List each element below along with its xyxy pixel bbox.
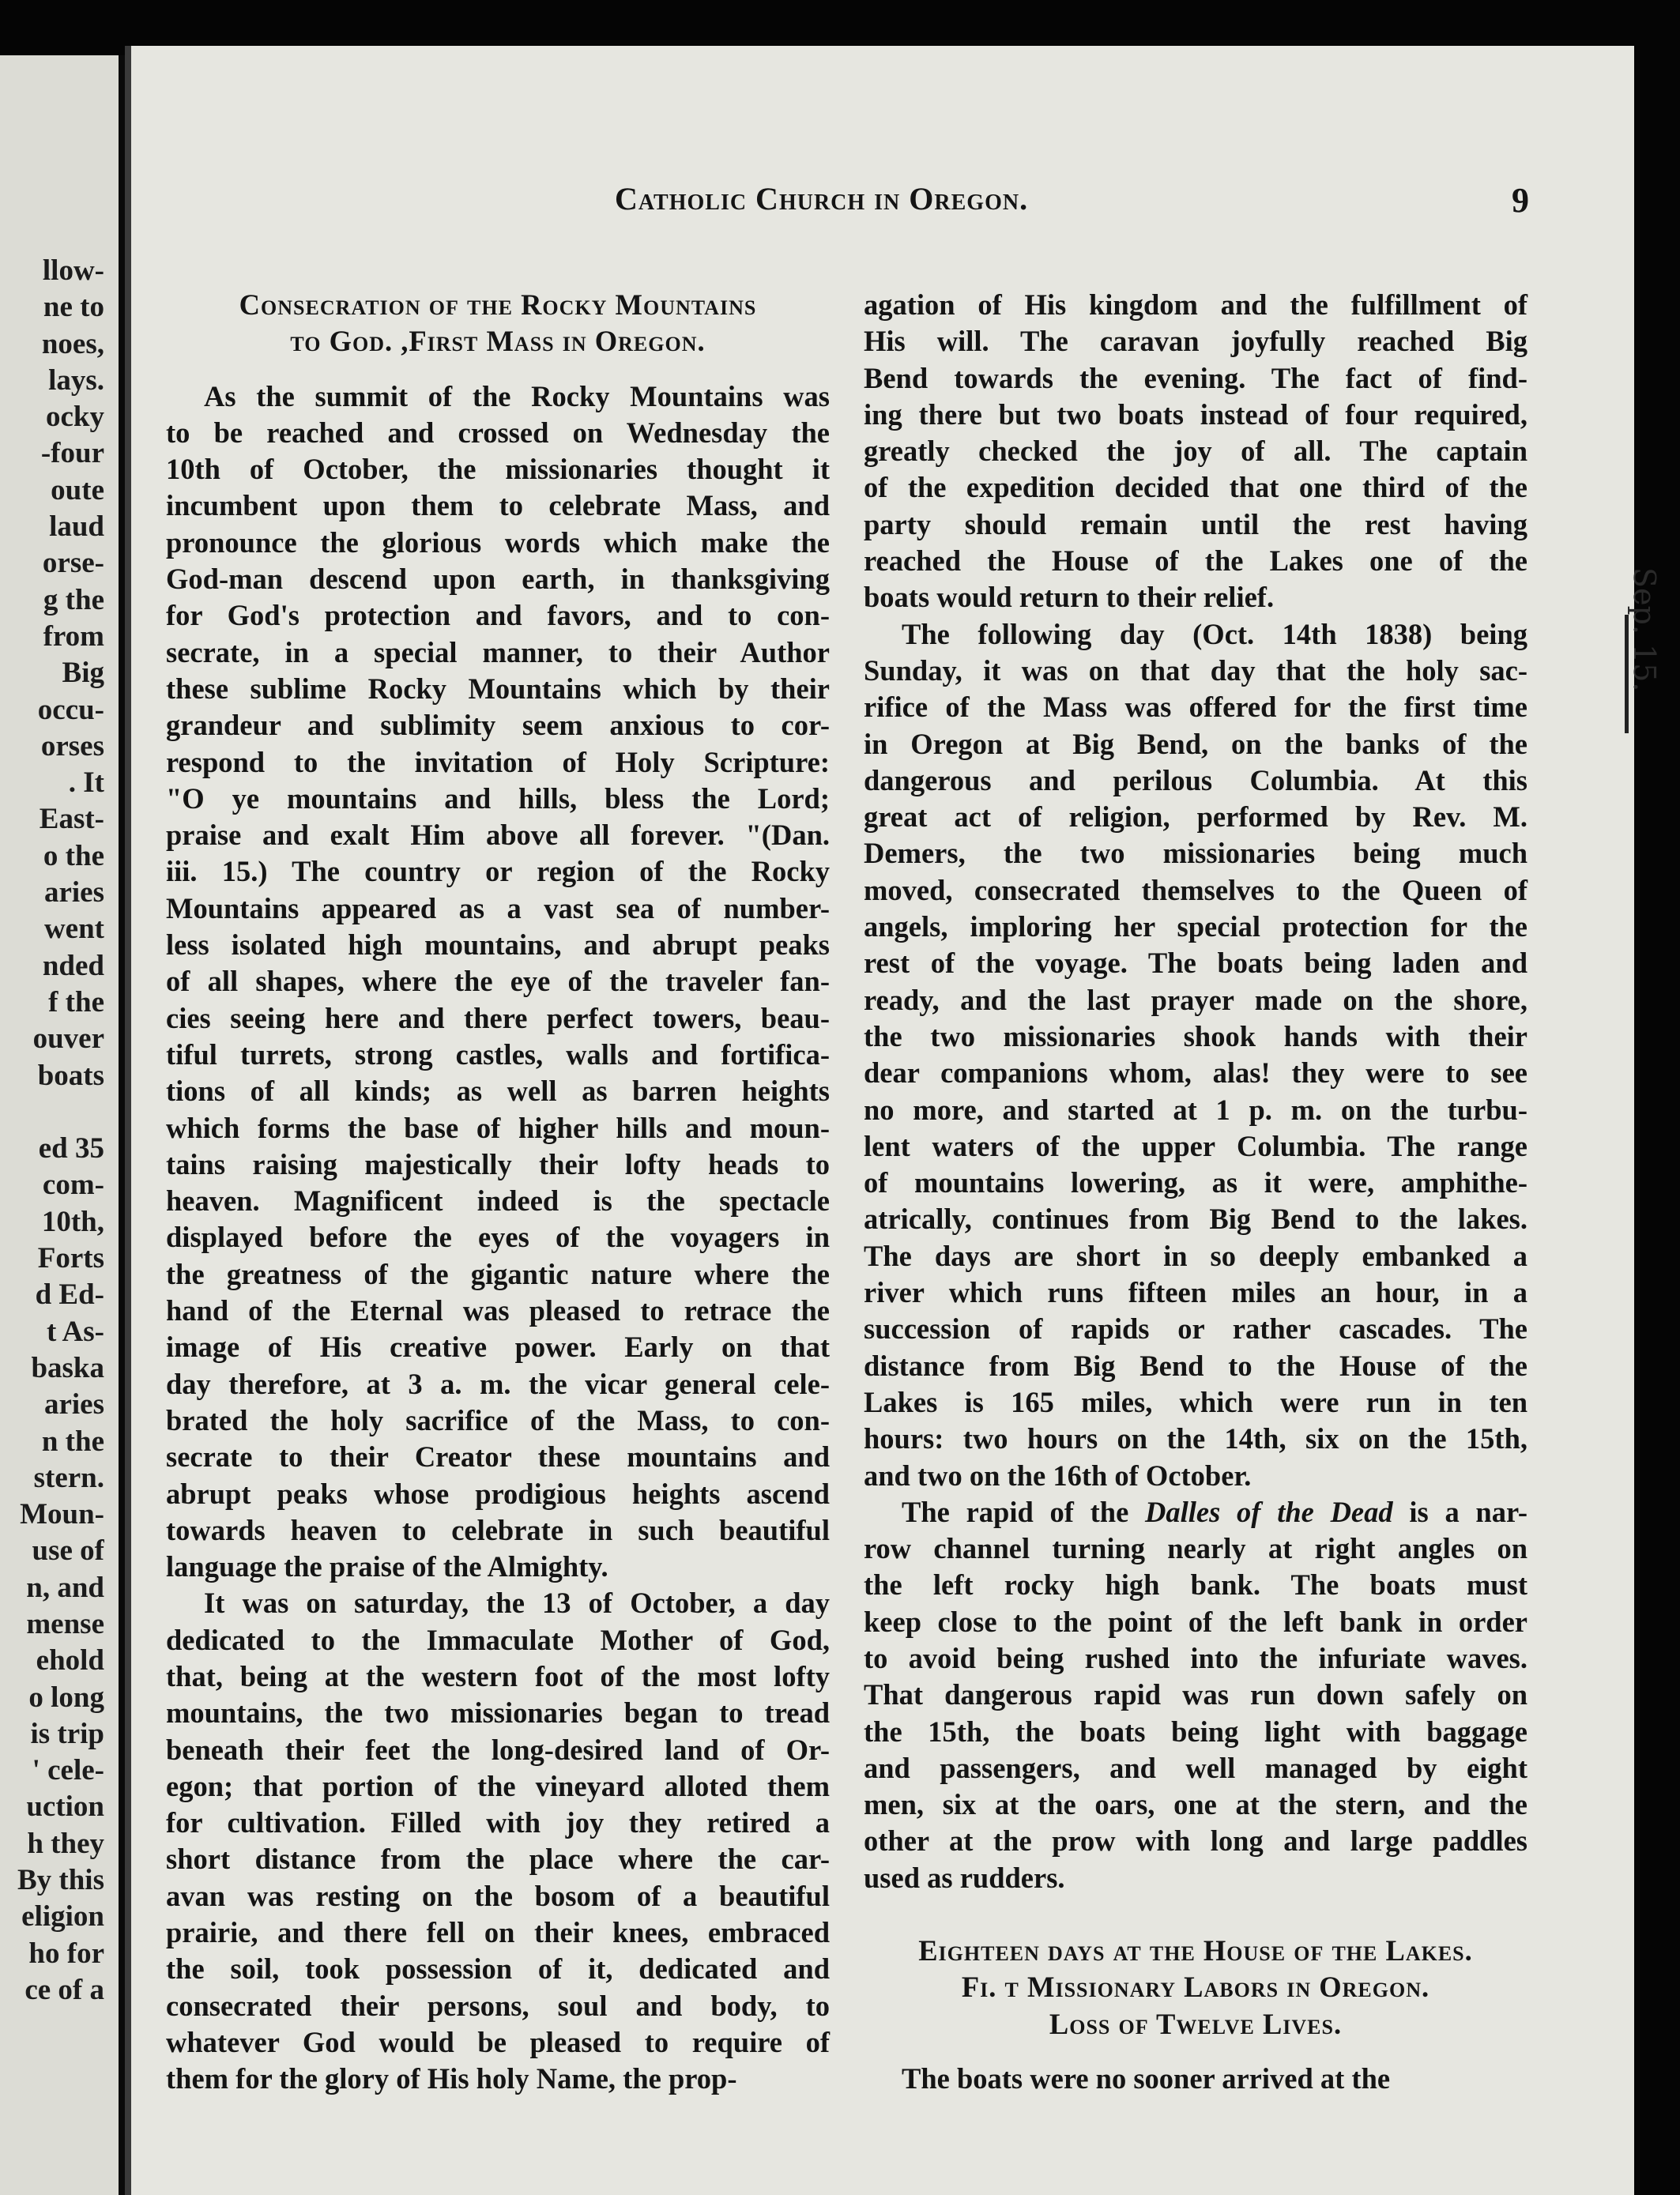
text-line: tains raising majestically their lofty heads to xyxy=(166,1147,830,1180)
text-line: greatly checked the joy of all. The captain xyxy=(864,435,1527,468)
text-line: As the summit of the Rocky Mountains was xyxy=(204,379,830,412)
fragment-line: lays. xyxy=(48,363,104,397)
fragment-line: ed 35 xyxy=(38,1132,104,1165)
text-line: them for the glory of His holy Name, the prop- xyxy=(166,2062,737,2095)
fragment-line: -four xyxy=(40,437,104,470)
text-line: Mountains appeared as a vast sea of number- xyxy=(166,891,830,924)
fragment-line: baska xyxy=(31,1351,104,1384)
text-line: whatever God would be pleased to require of xyxy=(166,2025,830,2058)
fragment-line: ce of a xyxy=(24,1973,104,2006)
text-line: in Oregon at Big Bend, on the banks of the xyxy=(864,727,1527,760)
left-column xyxy=(166,287,830,2098)
text-line: Sunday, it was on that day that the holy sac- xyxy=(864,653,1527,687)
fragment-line: stern. xyxy=(33,1461,104,1494)
section-heading-line: Fi. t Missionary Labors in Oregon. xyxy=(961,1971,1430,2004)
text-line: great act of religion, performed by Rev. M. xyxy=(864,800,1527,834)
text-line: heaven. Magnificent indeed is the spectacle xyxy=(166,1184,830,1218)
fragment-line: East- xyxy=(39,803,104,836)
text-line: for God's protection and favors, and to con- xyxy=(166,599,830,632)
fragment-line: Forts xyxy=(37,1242,104,1275)
text-line: Demers, the two missionaries being much xyxy=(864,837,1527,870)
text-line: brated the holy sacrifice of the Mass, to con- xyxy=(166,1403,830,1436)
fragment-line: ne to xyxy=(43,291,104,324)
text-line: used as rudders. xyxy=(864,1861,1065,1894)
fragment-line: ocky xyxy=(46,401,104,434)
text-line: Bend towards the evening. The fact of find- xyxy=(864,361,1527,394)
text-line: boats would return to their relief. xyxy=(864,581,1275,614)
book-gutter xyxy=(119,55,125,2195)
fragment-line: ehold xyxy=(36,1644,104,1677)
fragment-line: occu- xyxy=(37,693,104,726)
text-fragment: The rapid of the xyxy=(902,1495,1146,1528)
right-column xyxy=(864,287,1527,2097)
text-line: to avoid being rushed into the infuriate waves. xyxy=(864,1641,1527,1674)
section-heading-line: Eighteen days at the House of the Lakes. xyxy=(918,1934,1473,1967)
text-line: 10th of October, the missionaries thought it xyxy=(166,453,830,486)
text-line: cies seeing here and there perfect towers, beau- xyxy=(166,1001,830,1034)
text-line: of mountains lowering, as it were, amphithe- xyxy=(864,1166,1527,1199)
fragment-line: is trip xyxy=(30,1717,104,1750)
text-line: rifice of the Mass was offered for the first time xyxy=(864,691,1527,724)
section-heading-line: Loss of Twelve Lives. xyxy=(1049,2007,1343,2040)
text-line: The following day (Oct. 14th 1838) being xyxy=(902,617,1527,650)
fragment-line: laud xyxy=(49,510,104,544)
text-line: displayed before the eyes of the voyagers in xyxy=(166,1221,830,1254)
fragment-line: o long xyxy=(28,1681,104,1714)
fragment-line: Big xyxy=(62,657,104,690)
text-line: ready, and the last prayer made on the shore, xyxy=(864,983,1527,1016)
text-line: to be reached and crossed on Wednesday the xyxy=(166,416,830,449)
text-line: less isolated high mountains, and abrupt peaks xyxy=(166,928,830,962)
text-line: the two missionaries shook hands with their xyxy=(864,1019,1527,1052)
text-line: distance from Big Bend to the House of the xyxy=(864,1349,1527,1382)
text-line: party should remain until the rest having xyxy=(864,507,1527,540)
text-line: reached the House of the Lakes one of the xyxy=(864,544,1527,578)
text-line: towards heaven to celebrate in such beautiful xyxy=(166,1513,830,1546)
fragment-line: orse- xyxy=(42,547,104,580)
text-line: the greatness of the gigantic nature where the xyxy=(166,1257,830,1290)
text-fragment: is a nar- xyxy=(1392,1495,1527,1528)
text-line: succession of rapids or rather cascades. The xyxy=(864,1312,1527,1346)
fragment-line: boats xyxy=(37,1059,104,1092)
text-line: moved, consecrated themselves to the Queen of xyxy=(864,873,1527,906)
text-line: The boats were no sooner arrived at the xyxy=(902,2061,1391,2095)
text-line: secrate to their Creator these mountains and xyxy=(166,1440,830,1474)
fragment-line: 10th, xyxy=(41,1205,104,1238)
fragment-line xyxy=(0,1094,104,1131)
book-page xyxy=(125,46,1662,2195)
text-line: praise and exalt Him above all forever. "(Dan. xyxy=(166,819,830,852)
previous-page-text xyxy=(0,253,104,2009)
place-name-italic: Dalles of the Dead xyxy=(1145,1495,1393,1528)
text-line: God-man descend upon earth, in thanksgiving xyxy=(166,563,830,596)
text-line: respond to the invitation of Holy Scripture: xyxy=(166,745,830,778)
fragment-line: aries xyxy=(43,1388,104,1421)
text-line: river which runs fifteen miles an hour, in a xyxy=(864,1276,1527,1309)
text-line: row channel turning nearly at right angles on xyxy=(864,1532,1527,1565)
text-line: dangerous and perilous Columbia. At this xyxy=(864,763,1527,796)
text-line: day therefore, at 3 a. m. the vicar general cele- xyxy=(166,1367,830,1400)
fragment-line: went xyxy=(43,913,104,946)
fragment-line: Moun- xyxy=(20,1498,104,1531)
text-line: iii. 15.) The country or region of the Rocky xyxy=(166,855,830,888)
text-line: incumbent upon them to celebrate Mass, and xyxy=(166,489,830,522)
text-line: secrate, in a special manner, to their Author xyxy=(166,635,830,668)
section-heading-line: Consecration of the Rocky Mountains xyxy=(239,288,757,321)
text-line: of the expedition decided that one third of the xyxy=(864,471,1527,504)
text-line: atrically, continues from Big Bend to the lakes. xyxy=(864,1203,1527,1236)
text-line: angels, imploring her special protection for the xyxy=(864,910,1527,943)
text-line: dedicated to the Immaculate Mother of God, xyxy=(166,1623,830,1656)
fragment-line: com- xyxy=(42,1169,104,1202)
text-line: the 15th, the boats being light with baggage xyxy=(864,1715,1527,1748)
text-line: dear companions whom, alas! they were to see xyxy=(864,1056,1527,1090)
text-line: pronounce the glorious words which make the xyxy=(166,525,830,559)
text-line: keep close to the point of the left bank in order xyxy=(864,1605,1527,1638)
text-line: tions of all kinds; as well as barren heights xyxy=(166,1075,830,1108)
fragment-line: eligion xyxy=(21,1900,104,1933)
text-line: "O ye mountains and hills, bless the Lord; xyxy=(166,781,830,815)
fragment-line: n, and xyxy=(26,1571,104,1604)
text-line: lent waters of the upper Columbia. The range xyxy=(864,1129,1527,1162)
fragment-line: d Ed- xyxy=(35,1278,104,1312)
text-line: His will. The caravan joyfully reached Big xyxy=(864,325,1527,358)
text-line: prairie, and there fell on their knees, embraced xyxy=(166,1916,830,1949)
fragment-line: noes, xyxy=(41,327,104,360)
text-line: other at the prow with long and large paddles xyxy=(864,1824,1527,1858)
text-line: It was on saturday, the 13 of October, a day xyxy=(204,1587,830,1620)
text-line: and two on the 16th of October. xyxy=(864,1459,1252,1492)
text-line: men, six at the oars, one at the stern, and the xyxy=(864,1788,1527,1821)
text-line: rest of the voyage. The boats being laden and xyxy=(864,947,1527,980)
text-line: That dangerous rapid was run down safely on xyxy=(864,1678,1527,1711)
text-line: egon; that portion of the vineyard alloted them xyxy=(166,1769,830,1802)
fragment-line: uction xyxy=(26,1790,104,1824)
text-line: short distance from the place where the car- xyxy=(166,1843,830,1876)
text-line: beneath their feet the long-desired land of Or- xyxy=(166,1733,830,1766)
fragment-line: By this xyxy=(17,1864,104,1897)
binding-edge xyxy=(125,46,131,2195)
fragment-line: orses xyxy=(40,729,104,762)
text-line: mountains, the two missionaries began to tread xyxy=(166,1696,830,1730)
fragment-line: t As- xyxy=(47,1315,104,1348)
section-heading-line: to God. ,First Mass in Oregon. xyxy=(290,325,706,358)
text-line: and passengers, and well managed by eight xyxy=(864,1751,1527,1784)
previous-page-edge xyxy=(0,55,119,2195)
text-line: which forms the base of higher hills and moun- xyxy=(166,1111,830,1144)
fragment-line: from xyxy=(43,619,104,653)
text-line: consecrated their persons, soul and body, to xyxy=(166,1989,830,2022)
text-line: no more, and started at 1 p. m. on the turbu- xyxy=(864,1093,1527,1126)
text-line: image of His creative power. Early on that xyxy=(166,1331,830,1364)
text-line: that, being at the western foot of the most lofty xyxy=(166,1659,830,1692)
text-line: the soil, took possession of it, dedicated and xyxy=(166,1952,830,1986)
handwritten-margin-note: Sep. 15. xyxy=(1627,567,1662,692)
fragment-line: llow- xyxy=(42,254,104,287)
fragment-line: o the xyxy=(43,839,104,872)
text-line: language the praise of the Almighty. xyxy=(166,1550,608,1583)
text-line: hand of the Eternal was pleased to retrace the xyxy=(166,1294,830,1327)
text-line: these sublime Rocky Mountains which by their xyxy=(166,672,830,705)
fragment-line: ouver xyxy=(32,1022,104,1056)
fragment-line: ho for xyxy=(28,1937,104,1970)
text-line: abrupt peaks whose prodigious heights ascend xyxy=(166,1477,830,1510)
fragment-line: oute xyxy=(51,473,104,506)
fragment-line: nded xyxy=(42,949,104,982)
text-line: The days are short in so deeply embanked a xyxy=(864,1239,1527,1272)
text-line xyxy=(864,1494,1527,1530)
fragment-line: use of xyxy=(32,1534,104,1568)
fragment-line: . It xyxy=(68,766,104,800)
text-line: ing there but two boats instead of four required, xyxy=(864,397,1527,431)
page-number: 9 xyxy=(1512,181,1529,220)
fragment-line: n the xyxy=(41,1425,104,1458)
text-line: grandeur and sublimity seem anxious to cor- xyxy=(166,709,830,742)
fragment-line: ' cele- xyxy=(32,1754,104,1787)
running-header: Catholic Church in Oregon. xyxy=(615,181,1029,216)
text-line: agation of His kingdom and the fulfillment of xyxy=(864,288,1527,321)
fragment-line: g the xyxy=(43,583,104,616)
fragment-line: f the xyxy=(48,985,104,1018)
text-line: for cultivation. Filled with joy they retired a xyxy=(166,1806,830,1839)
text-line: Lakes is 165 miles, which were run in ten xyxy=(864,1385,1527,1418)
text-line: avan was resting on the bosom of a beautiful xyxy=(166,1879,830,1912)
text-line: of all shapes, where the eye of the traveler fan- xyxy=(166,965,830,998)
text-line: the left rocky high bank. The boats must xyxy=(864,1568,1527,1602)
fragment-line: aries xyxy=(43,876,104,909)
fragment-line: h they xyxy=(27,1827,104,1860)
text-line: hours: two hours on the 14th, six on the 15th, xyxy=(864,1422,1527,1455)
text-line: tiful turrets, strong castles, walls and fortifica- xyxy=(166,1037,830,1071)
fragment-line: mense xyxy=(26,1607,104,1640)
